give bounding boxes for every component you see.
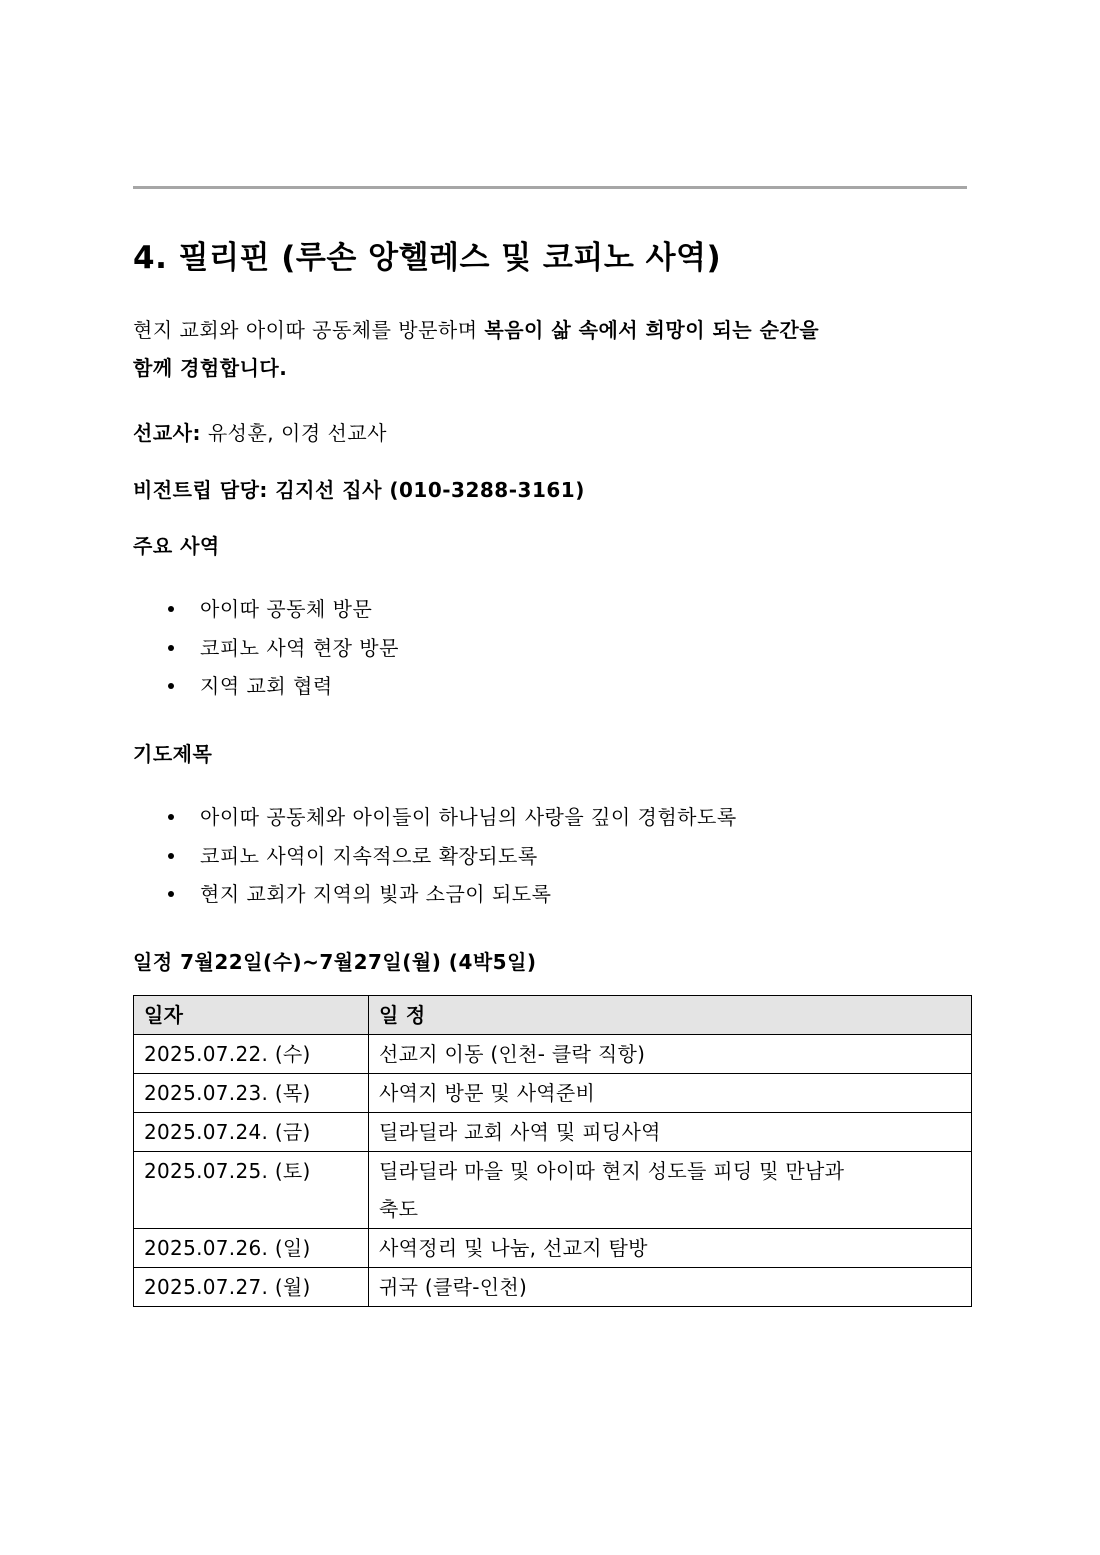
missionary-value: 유성훈, 이경 선교사 (200, 421, 387, 445)
list-item-text: 코피노 사역 현장 방문 (200, 635, 399, 660)
column-header-plan: 일 정 (369, 996, 972, 1035)
prayer-list (166, 804, 737, 920)
prayer-heading: 기도제목 (133, 742, 213, 766)
main-ministry-heading: 주요 사역 (133, 534, 220, 558)
intro-text: 현지 교회와 아이따 공동체를 방문하며 (133, 318, 485, 342)
intro-paragraph-line2: 함께 경험합니다. (133, 356, 288, 380)
bullet-icon (168, 853, 174, 859)
list-item-text: 지역 교회 협력 (200, 674, 333, 698)
missionary-line (133, 417, 387, 446)
list-item (166, 843, 737, 882)
plan-line: 딜라딜라 마을 및 아이따 현지 성도들 피딩 및 만남과 (379, 1159, 845, 1183)
list-item-text: 현지 교회가 지역의 빛과 소금이 되도록 (200, 882, 552, 906)
plan-cell: 선교지 이동 (인천- 클락 직항) (369, 1035, 972, 1074)
plan-cell (369, 1152, 972, 1229)
table-row (134, 1268, 972, 1307)
date-cell: 2025.07.27. (월) (134, 1268, 369, 1307)
bullet-icon (168, 606, 174, 612)
list-item (166, 673, 399, 712)
list-item (166, 804, 737, 843)
date-cell: 2025.07.25. (토) (134, 1152, 369, 1229)
table-row (134, 1229, 972, 1268)
plan-line: 축도 (379, 1197, 419, 1221)
bullet-icon (168, 683, 174, 689)
main-ministry-list (166, 596, 399, 712)
date-cell: 2025.07.22. (수) (134, 1035, 369, 1074)
intro-paragraph-line1 (133, 314, 819, 343)
date-cell: 2025.07.23. (목) (134, 1074, 369, 1113)
plan-cell: 딜라딜라 교회 사역 및 피딩사역 (369, 1113, 972, 1152)
section-title: 4. 필리핀 (루손 앙헬레스 및 코피노 사역) (133, 240, 722, 276)
schedule-heading: 일정 7월22일(수)~7월27일(월) (4박5일) (133, 950, 537, 974)
table-row (134, 1113, 972, 1152)
list-item-text: 아이따 공동체 방문 (200, 597, 373, 621)
bullet-icon (168, 814, 174, 820)
list-item (166, 596, 399, 635)
bullet-icon (168, 891, 174, 897)
plan-cell: 사역지 방문 및 사역준비 (369, 1074, 972, 1113)
table-row (134, 1074, 972, 1113)
date-cell: 2025.07.24. (금) (134, 1113, 369, 1152)
list-item (166, 635, 399, 674)
missionary-label: 선교사: (133, 421, 201, 445)
vision-trip-manager: 비전트립 담당: 김지선 집사 (010-3288-3161) (133, 478, 585, 502)
list-item-text: 아이따 공동체와 아이들이 하나님의 사랑을 깊이 경험하도록 (200, 805, 737, 829)
plan-cell: 귀국 (클락-인천) (369, 1268, 972, 1307)
plan-cell: 사역정리 및 나눔, 선교지 탐방 (369, 1229, 972, 1268)
horizontal-divider (133, 186, 967, 189)
list-item-text: 코피노 사역이 지속적으로 확장되도록 (200, 843, 538, 868)
table-row (134, 1152, 972, 1229)
column-header-date: 일자 (134, 996, 369, 1035)
table-header-row (134, 996, 972, 1035)
bullet-icon (168, 645, 174, 651)
table-row (134, 1035, 972, 1074)
intro-emphasis: 복음이 삶 속에서 희망이 되는 순간을 (484, 318, 820, 342)
schedule-table (133, 995, 972, 1307)
date-cell: 2025.07.26. (일) (134, 1229, 369, 1268)
list-item (166, 881, 737, 920)
